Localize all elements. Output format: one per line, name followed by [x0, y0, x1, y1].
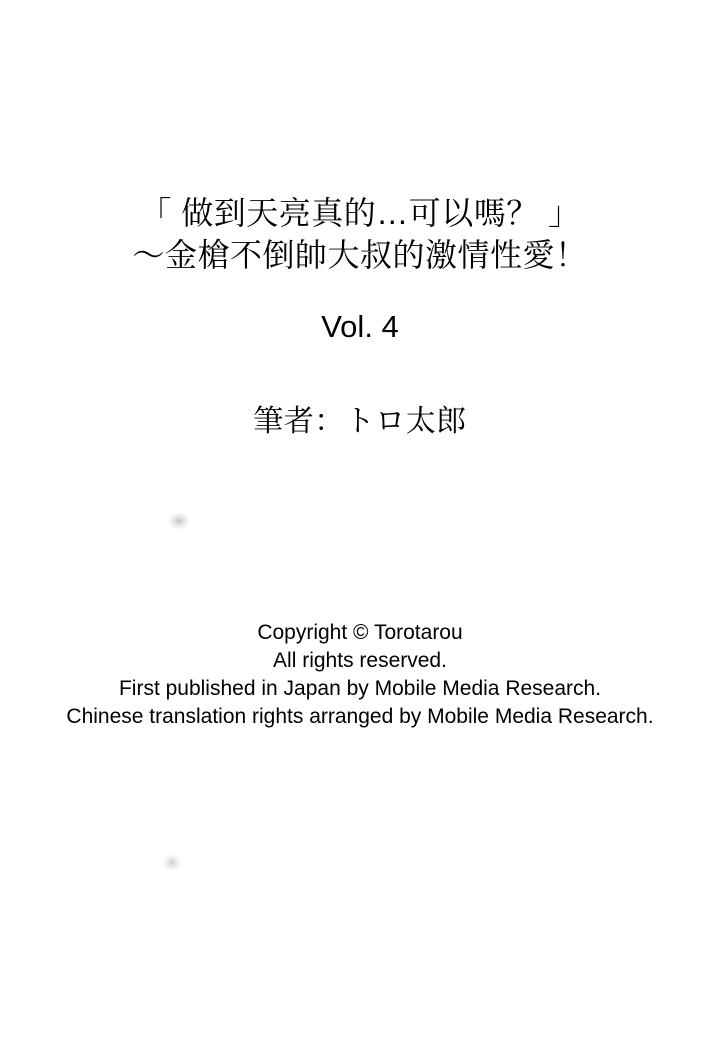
author-credit: 筆者：トロ太郎: [253, 405, 467, 438]
book-title: [0, 192, 720, 276]
book-title-line-1: 「 做到天亮真的…可以嗎？ 」: [139, 195, 581, 231]
scan-artifact-smudge: [168, 512, 190, 530]
copyright-line-holder: Copyright © Torotarou: [257, 621, 463, 644]
copyright-line-publisher: First published in Japan by Mobile Media Research.: [118, 677, 602, 700]
copyright-line-translation: Chinese translation rights arranged by Mobile Media Research.: [66, 705, 654, 728]
book-title-line-2: ～金槍不倒帥大叔的激情性愛！: [132, 237, 588, 273]
scan-artifact-smudge: [162, 854, 182, 871]
volume-label: Vol. 4: [321, 309, 399, 344]
copyright-notice: [0, 619, 720, 731]
copyright-line-rights: All rights reserved.: [273, 649, 447, 672]
